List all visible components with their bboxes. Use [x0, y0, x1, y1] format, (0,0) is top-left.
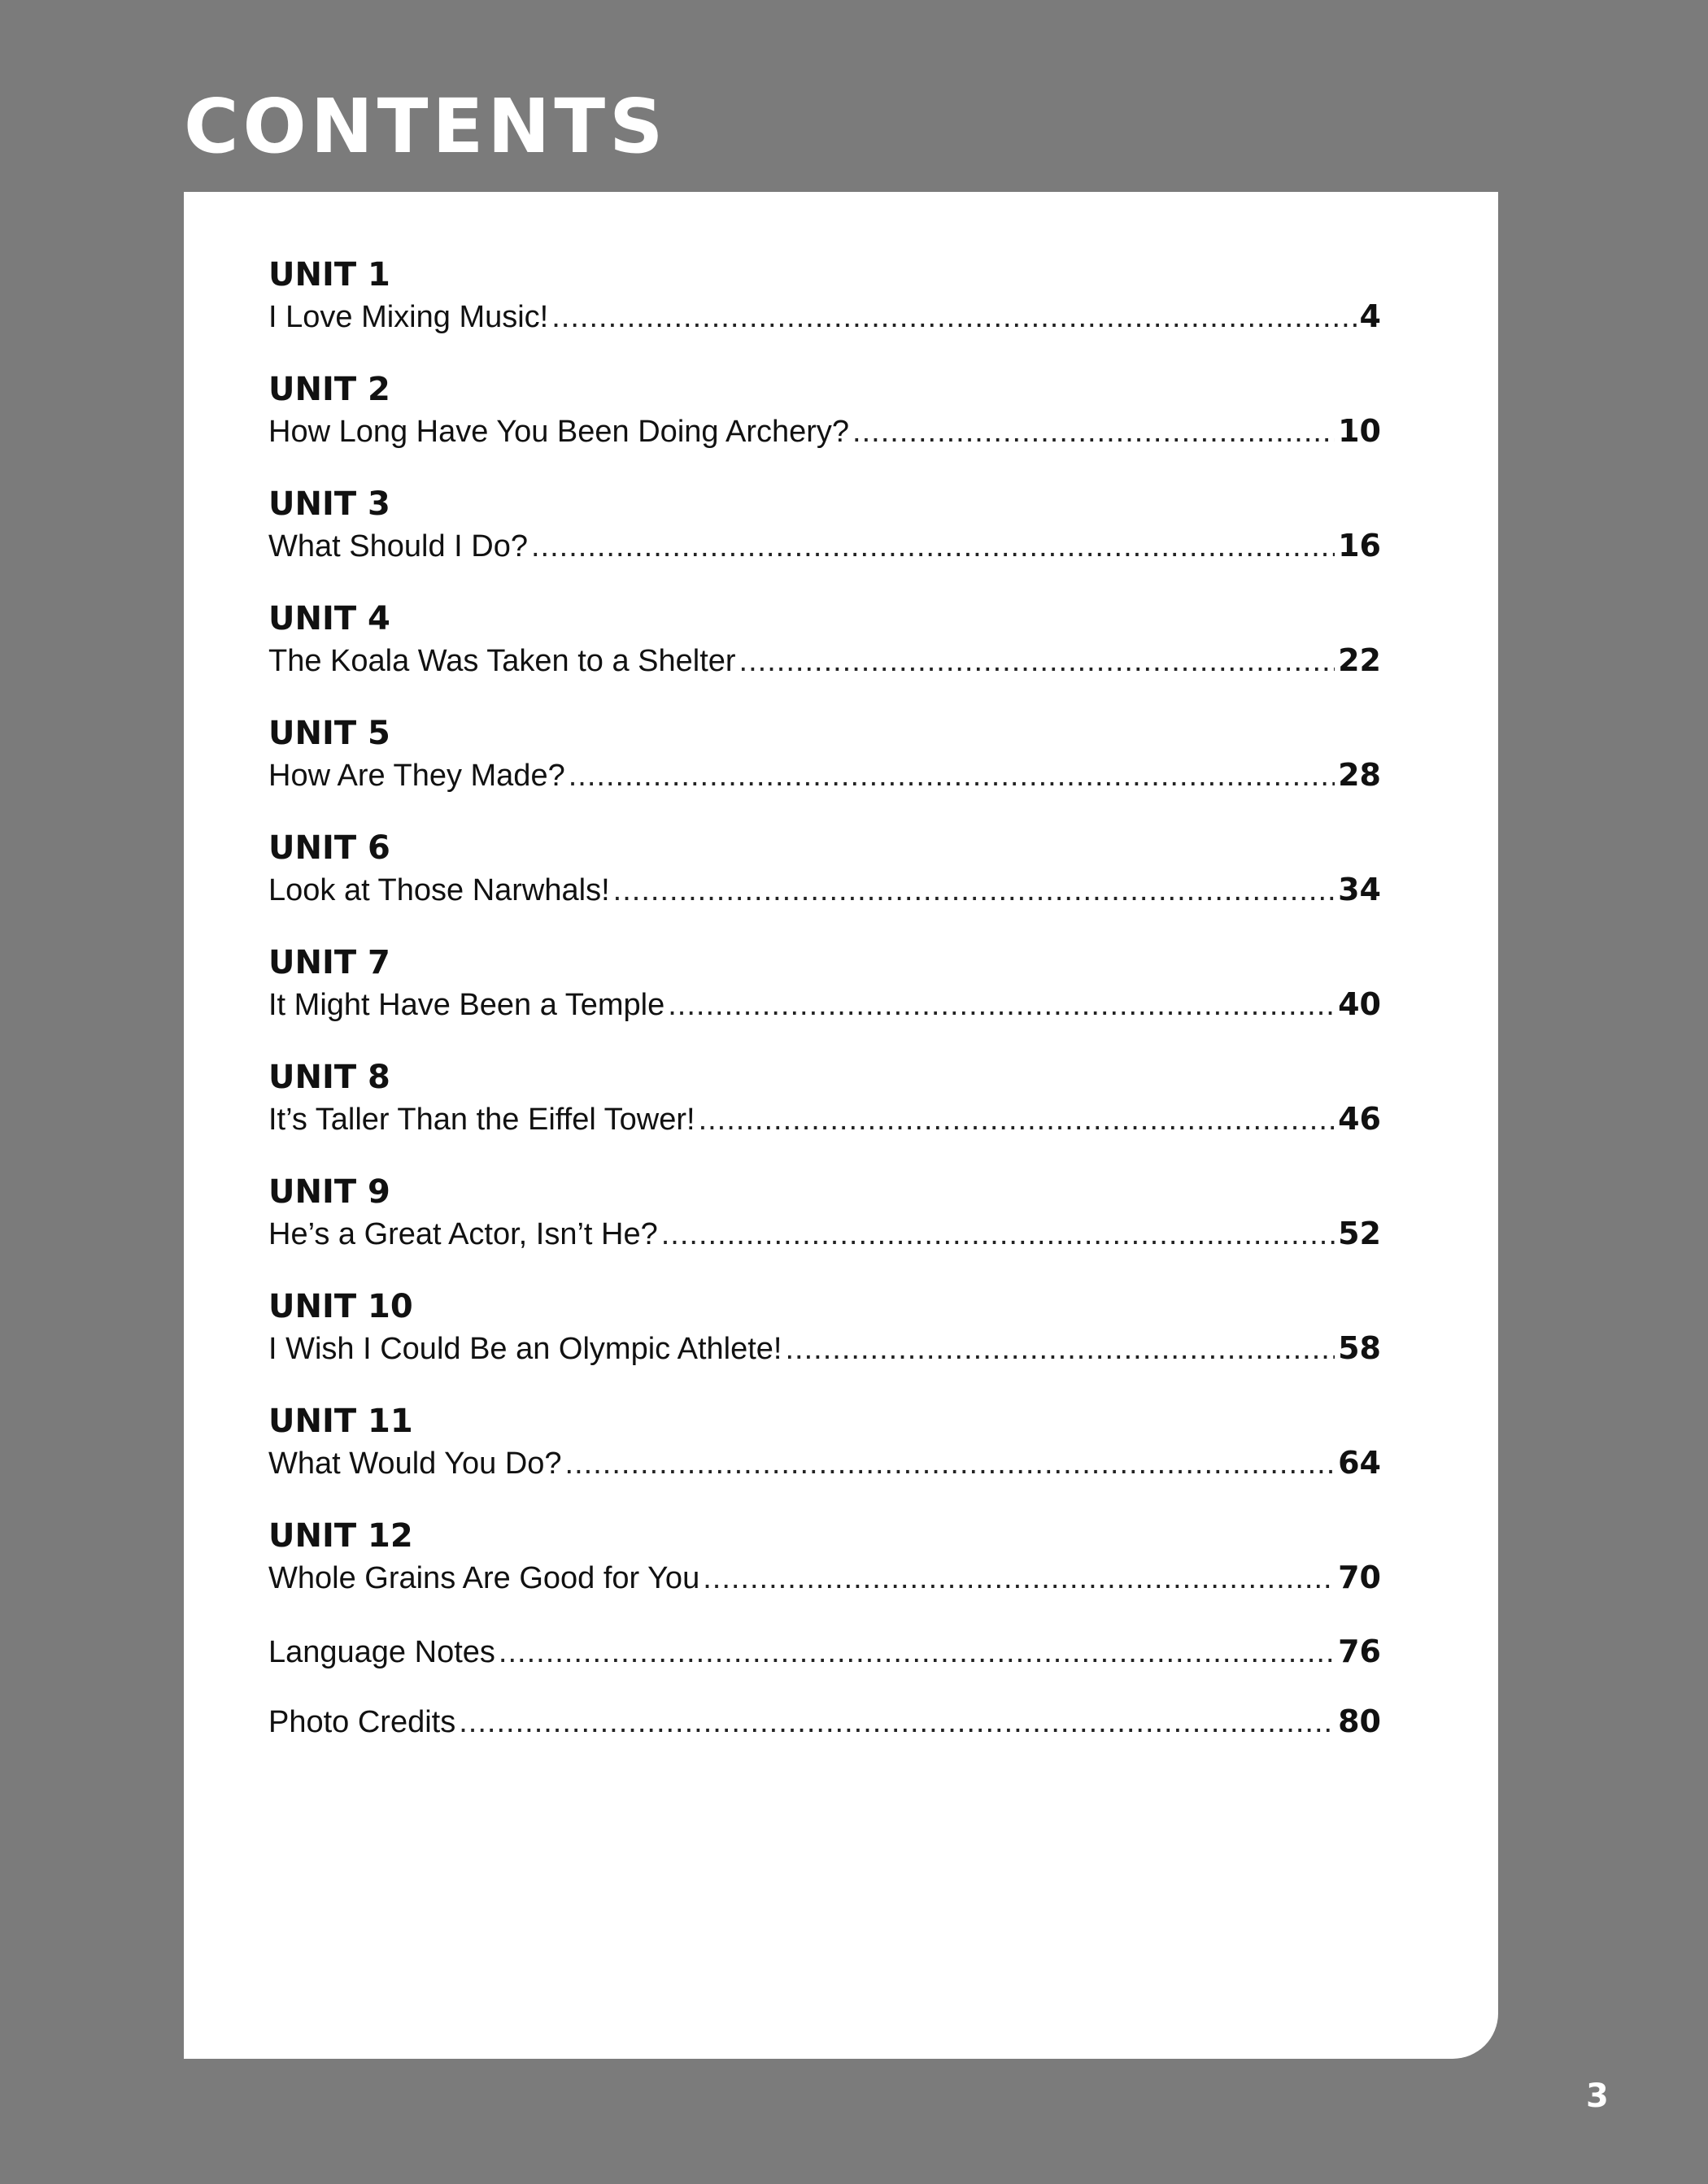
toc-entry-row — [268, 984, 1381, 1025]
unit-title: Look at Those Narwhals! — [268, 873, 610, 907]
unit-title: I Wish I Could Be an Olympic Athlete! — [268, 1332, 782, 1366]
dot-leader — [703, 1558, 1335, 1599]
toc-entry-row — [268, 640, 1381, 681]
unit-page-number: 28 — [1338, 757, 1381, 793]
unit-page-number: 22 — [1338, 642, 1381, 678]
toc-entry-row — [268, 1328, 1381, 1369]
page-number: 3 — [1586, 2077, 1609, 2115]
unit-title: Whole Grains Are Good for You — [268, 1561, 700, 1595]
toc-entry-row — [268, 411, 1381, 452]
dot-leader — [459, 1702, 1335, 1742]
dot-leader — [569, 755, 1335, 796]
toc-unit-entry[interactable] — [268, 255, 1381, 370]
dot-leader — [852, 411, 1335, 452]
toc-unit-entry[interactable] — [268, 1058, 1381, 1172]
toc-unit-entry[interactable] — [268, 714, 1381, 829]
unit-label: UNIT 1 — [268, 256, 390, 294]
toc-entry-row — [268, 296, 1381, 337]
unit-page-number: 10 — [1338, 413, 1381, 449]
unit-title: It’s Taller Than the Eiffel Tower! — [268, 1103, 695, 1137]
unit-label: UNIT 8 — [268, 1059, 390, 1096]
toc-unit-entry[interactable] — [268, 1287, 1381, 1402]
toc-unit-entry[interactable] — [268, 943, 1381, 1058]
toc-entry-row — [268, 1213, 1381, 1255]
toc-list — [268, 255, 1381, 1771]
dot-leader — [699, 1099, 1335, 1140]
toc-unit-entry[interactable] — [268, 1402, 1381, 1516]
unit-title: He’s a Great Actor, Isn’t He? — [268, 1217, 658, 1251]
dot-leader — [565, 1443, 1335, 1484]
unit-page-number: 46 — [1338, 1101, 1381, 1137]
unit-label: UNIT 3 — [268, 485, 390, 523]
dot-leader — [613, 870, 1335, 911]
toc-entry-row — [268, 755, 1381, 796]
unit-label: UNIT 10 — [268, 1288, 413, 1325]
page-title: CONTENTS — [184, 83, 668, 170]
unit-label: UNIT 4 — [268, 600, 390, 637]
unit-page-number: 4 — [1359, 298, 1381, 334]
extra-title: Language Notes — [268, 1635, 495, 1669]
dot-leader — [499, 1632, 1335, 1673]
toc-entry-row — [268, 1099, 1381, 1140]
toc-extra-entry[interactable] — [268, 1631, 1381, 1701]
unit-label: UNIT 2 — [268, 371, 390, 408]
toc-entry-row — [268, 1557, 1381, 1599]
unit-label: UNIT 11 — [268, 1403, 413, 1440]
unit-title: How Long Have You Been Doing Archery? — [268, 415, 850, 449]
toc-unit-entry[interactable] — [268, 829, 1381, 943]
dot-leader — [739, 641, 1335, 681]
toc-unit-entry[interactable] — [268, 599, 1381, 714]
unit-page-number: 52 — [1338, 1216, 1381, 1251]
toc-unit-entry[interactable] — [268, 370, 1381, 485]
unit-page-number: 64 — [1338, 1445, 1381, 1481]
unit-title: What Would You Do? — [268, 1447, 562, 1481]
unit-title: I Love Mixing Music! — [268, 300, 549, 334]
unit-page-number: 58 — [1338, 1330, 1381, 1366]
dot-leader — [551, 297, 1356, 337]
toc-unit-entry[interactable] — [268, 1172, 1381, 1287]
toc-entry-row — [268, 869, 1381, 911]
unit-label: UNIT 9 — [268, 1173, 390, 1211]
unit-title: It Might Have Been a Temple — [268, 988, 665, 1022]
toc-entry-row — [268, 1442, 1381, 1484]
toc-entry-row — [268, 525, 1381, 567]
extra-page-number: 80 — [1338, 1703, 1381, 1739]
unit-title: What Should I Do? — [268, 529, 528, 563]
toc-unit-entry[interactable] — [268, 1516, 1381, 1631]
extra-page-number: 76 — [1338, 1634, 1381, 1669]
unit-label: UNIT 5 — [268, 715, 390, 752]
unit-page-number: 34 — [1338, 872, 1381, 907]
unit-page-number: 40 — [1338, 986, 1381, 1022]
toc-entry-row — [268, 1701, 1381, 1742]
unit-label: UNIT 6 — [268, 829, 390, 867]
dot-leader — [661, 1214, 1335, 1255]
dot-leader — [531, 526, 1335, 567]
extra-title: Photo Credits — [268, 1705, 456, 1739]
unit-title: How Are They Made? — [268, 759, 565, 793]
toc-extra-entry[interactable] — [268, 1701, 1381, 1771]
toc-entry-row — [268, 1631, 1381, 1673]
unit-page-number: 16 — [1338, 528, 1381, 563]
unit-label: UNIT 12 — [268, 1517, 413, 1555]
dot-leader — [668, 985, 1335, 1025]
dot-leader — [786, 1329, 1335, 1369]
unit-page-number: 70 — [1338, 1560, 1381, 1595]
unit-title: The Koala Was Taken to a Shelter — [268, 644, 736, 678]
contents-panel — [184, 192, 1498, 2059]
unit-label: UNIT 7 — [268, 944, 390, 981]
toc-unit-entry[interactable] — [268, 485, 1381, 599]
